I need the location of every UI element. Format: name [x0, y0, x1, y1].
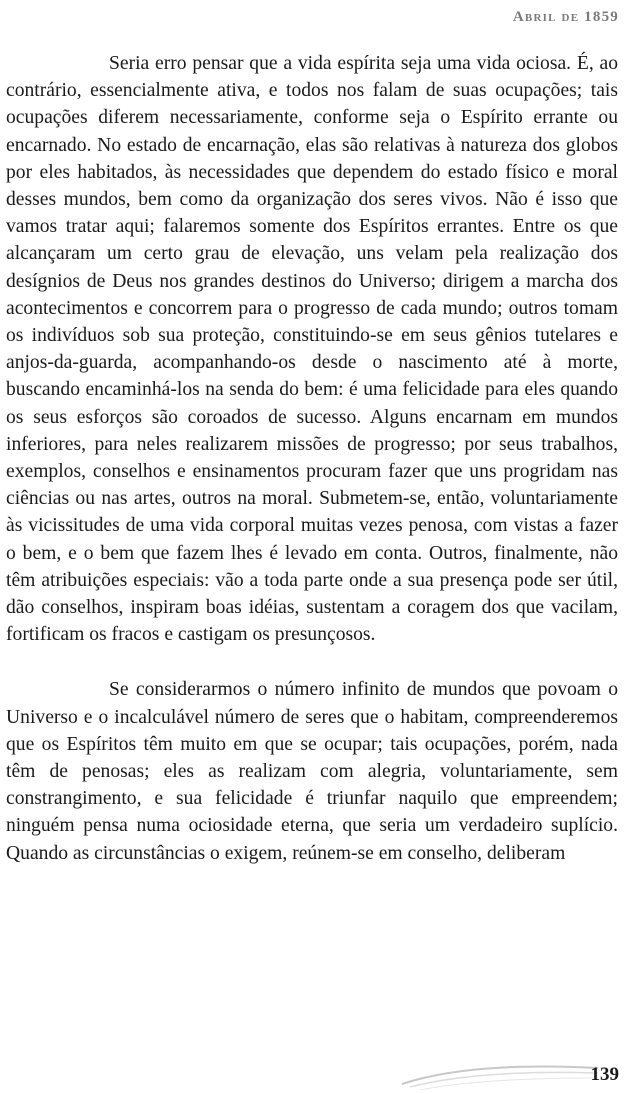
paragraph-2: Se considerarmos o número infinito de mundos que povoam o Universo e o incalculável número de seres que o habitam, compreenderemos que os Espíritos têm muito em que se ocupar; tais ocupações, porém, nada têm de penosas; eles as realizam com alegria, voluntariamente, sem constrangimento, e sua felicidade é triunfar naquilo que empreendem; ninguém pensa numa ociosidade eterna, que seria um verdadeiro suplício. Quando as circunstâncias o exigem, reúnem-se em conselho, deliberam	[6, 679, 618, 864]
footer-swoosh-ornament	[400, 1062, 600, 1092]
body-text	[6, 50, 618, 867]
running-head: Abril de 1859	[512, 9, 619, 25]
page-number: 139	[590, 1064, 619, 1085]
page-footer	[0, 1054, 627, 1094]
paragraph-1: Seria erro pensar que a vida espírita seja uma vida ociosa. É, ao contrário, essencialmente ativa, e todos nos falam de suas ocupações; tais ocupações diferem necessariamente, conforme seja o Espírito errante ou encarnado. No estado de encarnação, elas são relativas à natureza dos globos por eles habitados, às necessidades que dependem do estado físico e moral desses mundos, bem como da organização dos seres vivos. Não é isso que vamos tratar aqui; falaremos somente dos Espíritos errantes. Entre os que alcançaram um certo grau de elevação, uns velam pela realização dos desígnios de Deus nos grandes destinos do Universo; dirigem a marcha dos acontecimentos e concorrem para o progresso de cada mundo; outros tomam os indivíduos sob sua proteção, constituindo-se em seus gênios tutelares e anjos-da-guarda, acompanhando-os desde o nascimento até à morte, buscando encaminhá-los na senda do bem: é uma felicidade para eles quando os seus esforços são coroados de sucesso. Alguns encarnam em mundos inferiores, para neles realizarem missões de progresso; por seus trabalhos, exemplos, conselhos e ensinamentos procuram fazer que uns progridam nas ciências ou nas artes, outros na moral. Submetem-se, então, voluntariamente às vicissitudes de uma vida corporal muitas vezes penosa, com vistas a fazer o bem, e o bem que fazem lhes é levado em conta. Outros, finalmente, não têm atribuições especiais: vão a toda parte onde a sua presença pode ser útil, dão conselhos, inspiram boas idéias, sustentam a coragem dos que vacilam, fortificam os fracos e castigam os presunçosos.	[6, 53, 618, 646]
